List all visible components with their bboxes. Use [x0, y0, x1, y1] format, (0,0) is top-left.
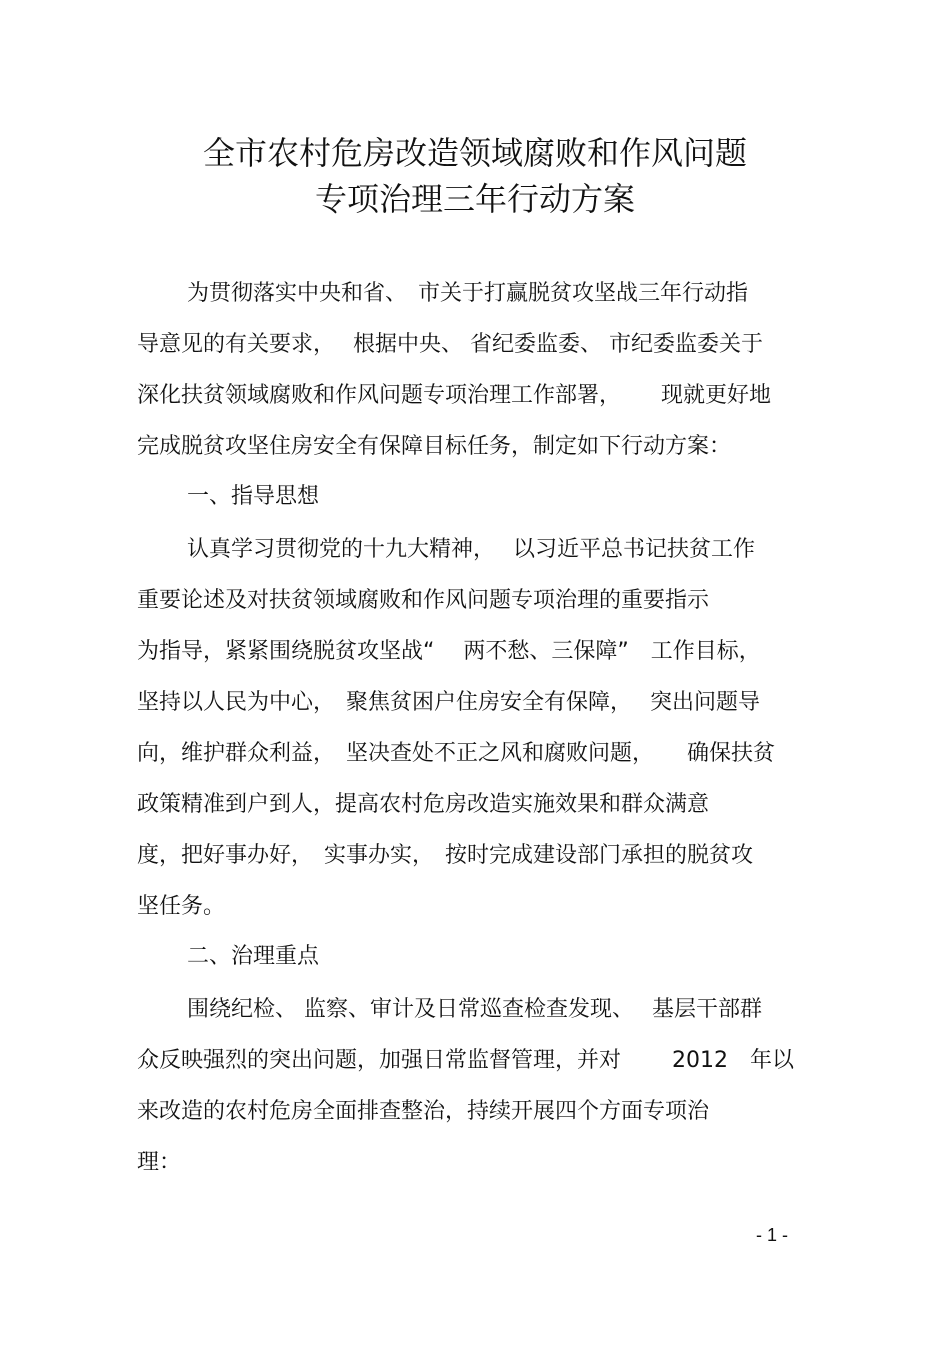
body-line: 向，维护群众利益， 坚决查处不正之风和腐败问题， 确保扶贫: [137, 741, 776, 766]
page-number: - 1 -: [756, 1225, 789, 1245]
body-line: 度，把好事办好， 实事办实， 按时完成建设部门承担的脱贫攻: [137, 843, 754, 868]
body-line: 坚持以人民为中心， 聚焦贫困户住房安全有保障， 突出问题导: [137, 690, 760, 715]
body-line: 重要论述及对扶贫领域腐败和作风问题专项治理的重要指示: [137, 588, 710, 613]
body-line: 坚任务。: [137, 894, 226, 919]
body-line: 众反映强烈的突出问题，加强日常监督管理，并对 2012 年以: [137, 1048, 794, 1073]
body-line: 完成脱贫攻坚住房安全有保障目标任务，制定如下行动方案：: [137, 434, 732, 459]
body-line: 为贯彻落实中央和省、 市关于打赢脱贫攻坚战三年行动指: [187, 281, 749, 306]
body-line: 为指导，紧紧围绕脱贫攻坚战“ 两不愁、三保障” 工作目标，: [137, 639, 761, 664]
document-title-line-2: 专项治理三年行动方案: [314, 180, 635, 218]
body-line: 认真学习贯彻党的十九大精神， 以习近平总书记扶贫工作: [187, 537, 755, 562]
section-heading: 二、治理重点: [187, 944, 320, 969]
section-heading: 一、指导思想: [187, 484, 320, 509]
body-line: 理：: [137, 1150, 182, 1175]
document-title-line-1: 全市农村危房改造领域腐败和作风问题: [202, 134, 747, 172]
body-line: 政策精准到户到人，提高农村危房改造实施效果和群众满意: [137, 792, 710, 817]
body-line: 来改造的农村危房全面排查整治，持续开展四个方面专项治: [137, 1099, 710, 1124]
body-line: 围绕纪检、 监察、审计及日常巡查检查发现、 基层干部群: [187, 997, 762, 1022]
body-line: 导意见的有关要求， 根据中央、 省纪委监委、 市纪委监委关于: [137, 332, 763, 357]
body-line: 深化扶贫领域腐败和作风问题专项治理工作部署， 现就更好地: [137, 383, 771, 408]
